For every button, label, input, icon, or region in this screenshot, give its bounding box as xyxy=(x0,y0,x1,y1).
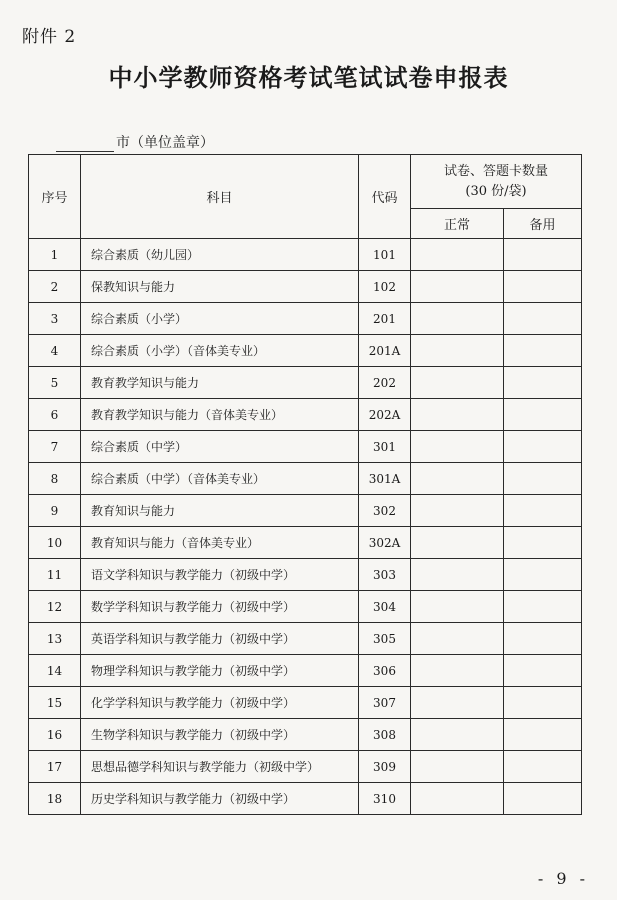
header-spare: 备用 xyxy=(504,209,582,239)
row-subject: 数学学科知识与教学能力（初级中学） xyxy=(81,591,359,623)
row-normal-qty[interactable] xyxy=(411,495,504,527)
row-normal-qty[interactable] xyxy=(411,463,504,495)
table-row xyxy=(29,367,582,399)
table-row xyxy=(29,239,582,271)
row-spare-qty[interactable] xyxy=(504,399,582,431)
row-subject: 物理学科知识与教学能力（初级中学） xyxy=(81,655,359,687)
row-spare-qty[interactable] xyxy=(504,367,582,399)
row-no: 14 xyxy=(29,655,81,687)
row-no: 10 xyxy=(29,527,81,559)
row-subject: 化学学科知识与教学能力（初级中学） xyxy=(81,687,359,719)
row-no: 7 xyxy=(29,431,81,463)
row-no: 13 xyxy=(29,623,81,655)
row-subject: 综合素质（中学） xyxy=(81,431,359,463)
row-normal-qty[interactable] xyxy=(411,399,504,431)
row-code: 303 xyxy=(359,559,411,591)
row-spare-qty[interactable] xyxy=(504,655,582,687)
row-normal-qty[interactable] xyxy=(411,271,504,303)
row-code: 302 xyxy=(359,495,411,527)
table-row xyxy=(29,687,582,719)
page-title: 中小学教师资格考试笔试试卷申报表 xyxy=(108,63,509,92)
row-normal-qty[interactable] xyxy=(411,367,504,399)
row-code: 301A xyxy=(359,463,411,495)
unit-seal-line xyxy=(56,132,214,152)
header-quantity-line1: 试卷、答题卡数量 xyxy=(444,163,549,179)
row-normal-qty[interactable] xyxy=(411,751,504,783)
row-code: 308 xyxy=(359,719,411,751)
row-spare-qty[interactable] xyxy=(504,719,582,751)
row-normal-qty[interactable] xyxy=(411,783,504,815)
row-normal-qty[interactable] xyxy=(411,303,504,335)
row-subject: 教育知识与能力 xyxy=(81,495,359,527)
row-normal-qty[interactable] xyxy=(411,655,504,687)
header-no: 序号 xyxy=(29,155,81,239)
row-spare-qty[interactable] xyxy=(504,783,582,815)
table-row xyxy=(29,431,582,463)
row-normal-qty[interactable] xyxy=(411,623,504,655)
row-spare-qty[interactable] xyxy=(504,303,582,335)
row-code: 302A xyxy=(359,527,411,559)
row-code: 301 xyxy=(359,431,411,463)
row-subject: 保教知识与能力 xyxy=(81,271,359,303)
row-no: 18 xyxy=(29,783,81,815)
row-no: 17 xyxy=(29,751,81,783)
table-row xyxy=(29,559,582,591)
header-quantity-line2: (30 份/袋) xyxy=(465,183,527,199)
row-spare-qty[interactable] xyxy=(504,463,582,495)
table-row xyxy=(29,783,582,815)
row-no: 6 xyxy=(29,399,81,431)
table-row xyxy=(29,495,582,527)
table-row xyxy=(29,303,582,335)
row-subject: 综合素质（中学）（音体美专业） xyxy=(81,463,359,495)
row-no: 2 xyxy=(29,271,81,303)
row-code: 102 xyxy=(359,271,411,303)
row-normal-qty[interactable] xyxy=(411,431,504,463)
row-normal-qty[interactable] xyxy=(411,335,504,367)
row-subject: 教育教学知识与能力 xyxy=(81,367,359,399)
row-code: 306 xyxy=(359,655,411,687)
row-spare-qty[interactable] xyxy=(504,271,582,303)
header-code: 代码 xyxy=(359,155,411,239)
row-no: 3 xyxy=(29,303,81,335)
header-normal: 正常 xyxy=(411,209,504,239)
row-spare-qty[interactable] xyxy=(504,559,582,591)
row-normal-qty[interactable] xyxy=(411,719,504,751)
declaration-table xyxy=(28,154,582,815)
row-spare-qty[interactable] xyxy=(504,495,582,527)
row-code: 305 xyxy=(359,623,411,655)
row-spare-qty[interactable] xyxy=(504,431,582,463)
row-subject: 生物学科知识与教学能力（初级中学） xyxy=(81,719,359,751)
row-no: 1 xyxy=(29,239,81,271)
table-row xyxy=(29,623,582,655)
row-code: 310 xyxy=(359,783,411,815)
row-code: 201 xyxy=(359,303,411,335)
row-subject: 英语学科知识与教学能力（初级中学） xyxy=(81,623,359,655)
table-row xyxy=(29,271,582,303)
attachment-label: 附件 2 xyxy=(22,27,77,47)
table-row xyxy=(29,399,582,431)
row-spare-qty[interactable] xyxy=(504,623,582,655)
row-code: 307 xyxy=(359,687,411,719)
table-row xyxy=(29,527,582,559)
row-subject: 综合素质（小学）（音体美专业） xyxy=(81,335,359,367)
row-subject: 教育教学知识与能力（音体美专业） xyxy=(81,399,359,431)
row-spare-qty[interactable] xyxy=(504,239,582,271)
row-subject: 思想品德学科知识与教学能力（初级中学） xyxy=(81,751,359,783)
row-no: 8 xyxy=(29,463,81,495)
unit-blank-field[interactable] xyxy=(56,137,114,152)
row-spare-qty[interactable] xyxy=(504,335,582,367)
page-number: - 9 - xyxy=(537,869,589,888)
header-quantity xyxy=(411,155,582,209)
table-row xyxy=(29,751,582,783)
row-normal-qty[interactable] xyxy=(411,559,504,591)
row-subject: 教育知识与能力（音体美专业） xyxy=(81,527,359,559)
row-no: 12 xyxy=(29,591,81,623)
row-code: 309 xyxy=(359,751,411,783)
table-row xyxy=(29,463,582,495)
row-normal-qty[interactable] xyxy=(411,687,504,719)
row-no: 4 xyxy=(29,335,81,367)
row-no: 11 xyxy=(29,559,81,591)
row-code: 304 xyxy=(359,591,411,623)
row-normal-qty[interactable] xyxy=(411,527,504,559)
row-spare-qty[interactable] xyxy=(504,591,582,623)
row-spare-qty[interactable] xyxy=(504,751,582,783)
table-row xyxy=(29,719,582,751)
row-code: 202 xyxy=(359,367,411,399)
row-no: 16 xyxy=(29,719,81,751)
row-code: 202A xyxy=(359,399,411,431)
row-no: 15 xyxy=(29,687,81,719)
row-normal-qty[interactable] xyxy=(411,239,504,271)
row-code: 101 xyxy=(359,239,411,271)
row-spare-qty[interactable] xyxy=(504,527,582,559)
row-subject: 综合素质（幼儿园） xyxy=(81,239,359,271)
row-normal-qty[interactable] xyxy=(411,591,504,623)
row-subject: 语文学科知识与教学能力（初级中学） xyxy=(81,559,359,591)
table-row xyxy=(29,655,582,687)
row-code: 201A xyxy=(359,335,411,367)
row-subject: 历史学科知识与教学能力（初级中学） xyxy=(81,783,359,815)
row-spare-qty[interactable] xyxy=(504,687,582,719)
row-no: 5 xyxy=(29,367,81,399)
table-row xyxy=(29,335,582,367)
unit-label: 市（单位盖章） xyxy=(116,135,214,151)
row-subject: 综合素质（小学） xyxy=(81,303,359,335)
table-row xyxy=(29,591,582,623)
header-subject: 科目 xyxy=(81,155,359,239)
row-no: 9 xyxy=(29,495,81,527)
